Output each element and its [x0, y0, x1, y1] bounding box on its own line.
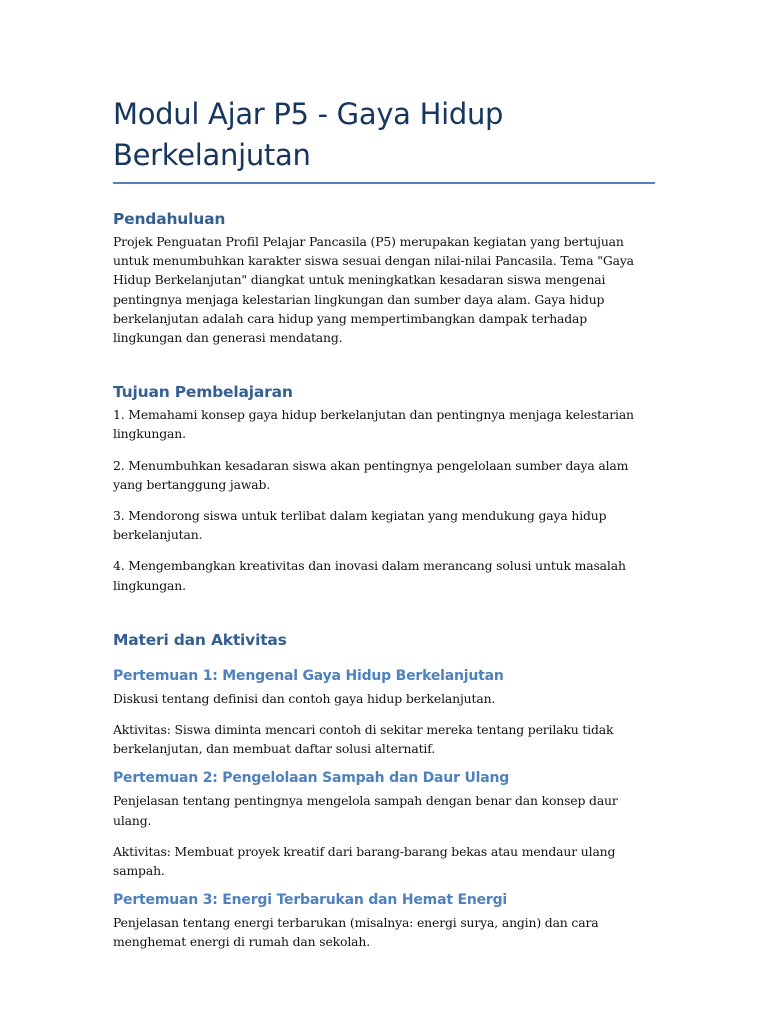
tujuan-item-1: 1. Memahami konsep gaya hidup berkelanjutan dan pentingnya menjaga kelestarian lingkungan. — [113, 407, 634, 442]
meeting-1-title: Pertemuan 1: Mengenal Gaya Hidup Berkelanjutan — [113, 667, 504, 684]
section-heading-pendahuluan: Pendahuluan — [113, 210, 226, 228]
document-page — [113, 94, 655, 952]
meeting-3-paragraph-1: Penjelasan tentang energi terbarukan (misalnya: energi surya, angin) dan cara menghemat energi di rumah dan sekolah. — [113, 915, 599, 950]
meeting-1-paragraph-1: Diskusi tentang definisi dan contoh gaya hidup berkelanjutan. — [113, 690, 496, 706]
tujuan-item-2: 2. Menumbuhkan kesadaran siswa akan pentingnya pengelolaan sumber daya alam yang bertanggung jawab. — [113, 457, 629, 492]
tujuan-item-4: 4. Mengembangkan kreativitas dan inovasi dalam merancang solusi untuk masalah lingkungan. — [113, 558, 626, 593]
section-heading-materi: Materi dan Aktivitas — [113, 630, 287, 649]
pendahuluan-paragraph: Projek Penguatan Profil Pelajar Pancasila (P5) merupakan kegiatan yang bertujuan untuk menumbuhkan karakter siswa sesuai dengan nilai-nilai Pancasila. Tema "Gaya Hidup Berkelanjutan" diangkat untuk meningkatkan kesadaran siswa mengenai pentingnya menjaga kelestarian lingkungan dan sumber daya alam. Gaya hidup berkelanjutan adalah cara hidup yang mempertimbangkan dampak terhadap lingkungan dan generasi mendatang. — [113, 234, 634, 346]
meeting-2-paragraph-2: Aktivitas: Membuat proyek kreatif dari barang-barang bekas atau mendaur ulang sampah. — [113, 843, 616, 879]
meeting-1-paragraph-2: Aktivitas: Siswa diminta mencari contoh di sekitar mereka tentang perilaku tidak berkelanjutan, dan membuat daftar solusi alternatif. — [113, 722, 614, 757]
section-heading-tujuan: Tujuan Pembelajaran — [113, 383, 293, 402]
meeting-3-title: Pertemuan 3: Energi Terbarukan dan Hemat Energi — [113, 892, 508, 909]
meeting-2-title: Pertemuan 2: Pengelolaan Sampah dan Daur Ulang — [113, 770, 510, 787]
meeting-2-paragraph-1: Penjelasan tentang pentingnya mengelola sampah dengan benar dan konsep daur ulang. — [113, 793, 618, 828]
document-title: Modul Ajar P5 - Gaya Hidup Berkelanjutan — [113, 94, 655, 184]
tujuan-item-3: 3. Mendorong siswa untuk terlibat dalam kegiatan yang mendukung gaya hidup berkelanjutan. — [113, 508, 607, 543]
